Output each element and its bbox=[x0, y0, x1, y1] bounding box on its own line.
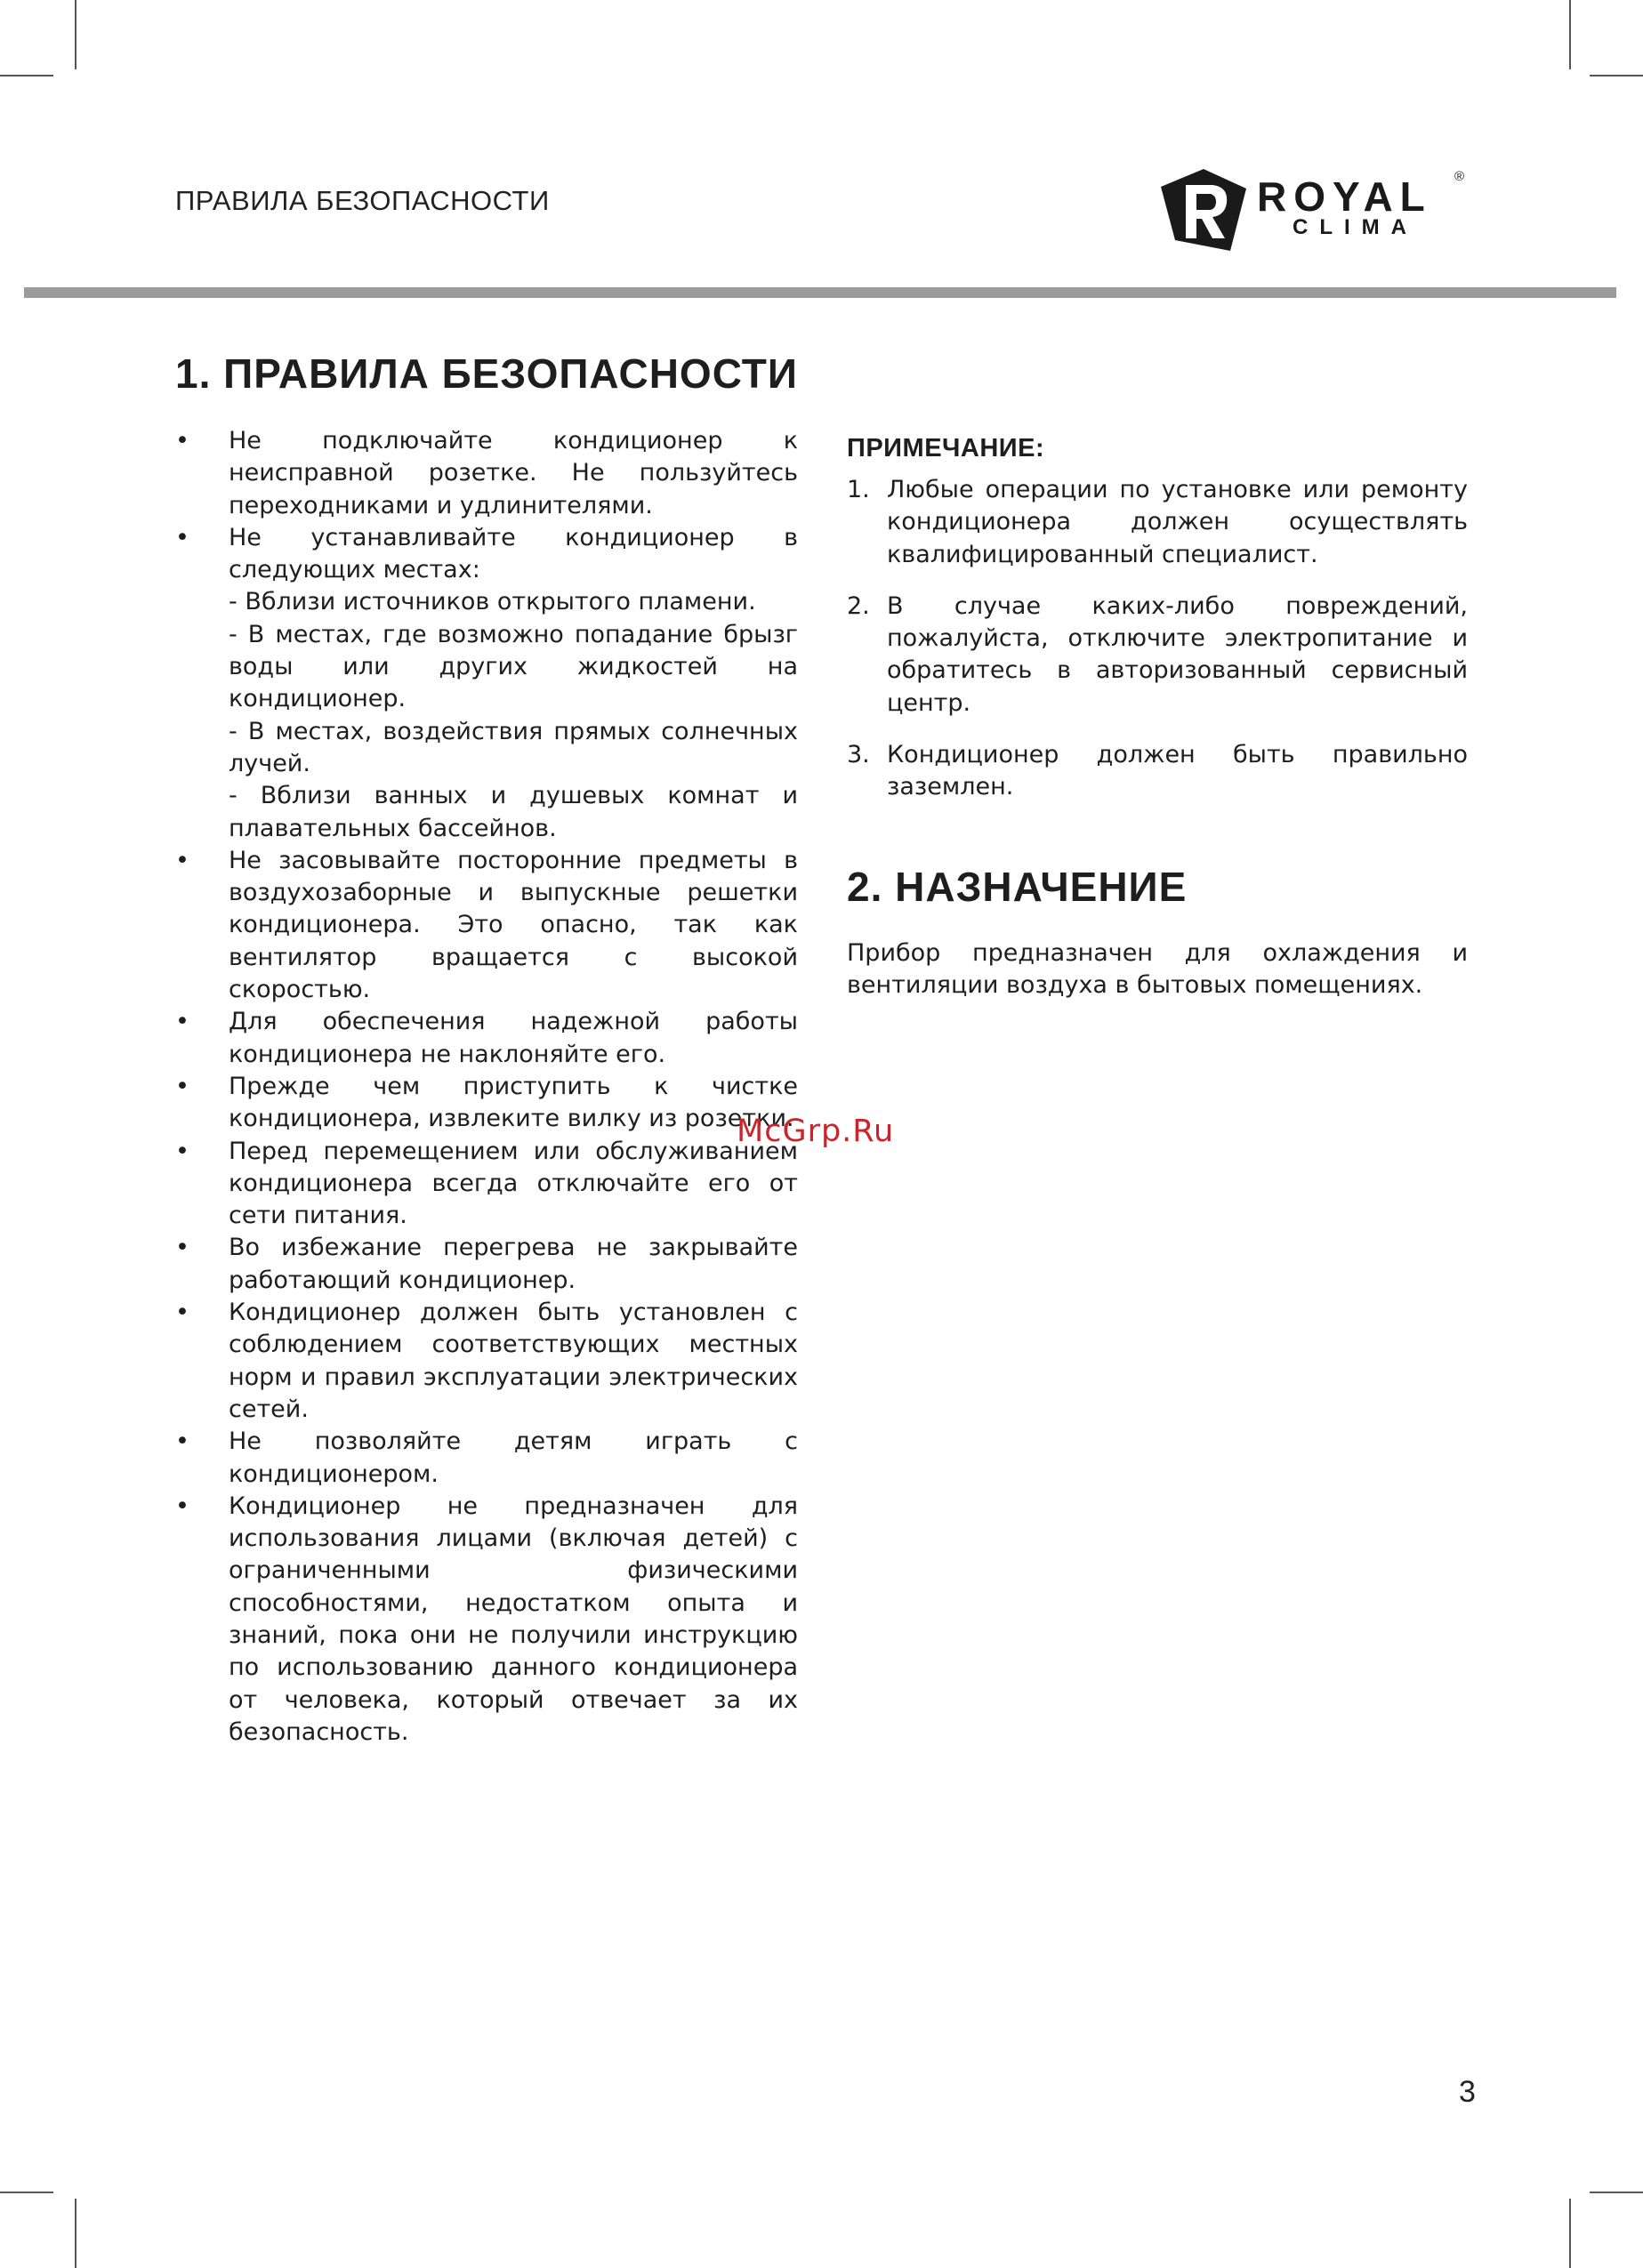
place-item: - Вблизи источников открытого пламени. bbox=[229, 588, 756, 616]
bullet-icon: • bbox=[175, 1008, 189, 1036]
list-item bbox=[175, 845, 798, 1006]
note-title: ПРИМЕЧАНИЕ: bbox=[847, 434, 1045, 462]
item-number: 3. bbox=[847, 741, 870, 769]
place-item: - Вблизи ванных и душевых комнат и плавательных бассейнов. bbox=[229, 782, 798, 842]
bullet-icon: • bbox=[175, 1072, 189, 1100]
section-title-safety: 1. ПРАВИЛА БЕЗОПАСНОСТИ bbox=[175, 350, 798, 397]
list-item-text: Кондиционер не предназначен для использования лицами (включая детей) с ограниченными физическими способностями, недостатком опыта и знаний, пока они не получили инструкцию по использованию данного кондиционера от человека, который отвечает за их безопасность. bbox=[229, 1492, 798, 1746]
list-item-text: Не позволяйте детям играть с кондиционером. bbox=[229, 1428, 798, 1488]
list-item bbox=[847, 474, 1468, 571]
header-rule bbox=[24, 287, 1616, 298]
list-item bbox=[175, 425, 798, 522]
logo-sub-text: CLIMA bbox=[1293, 215, 1418, 239]
running-header: ПРАВИЛА БЕЗОПАСНОСТИ bbox=[175, 185, 550, 216]
section-title-purpose: 2. НАЗНАЧЕНИЕ bbox=[847, 864, 1188, 910]
crop-mark bbox=[0, 75, 53, 76]
note-list bbox=[847, 474, 1468, 804]
bullet-icon: • bbox=[175, 1428, 189, 1456]
bullet-icon: • bbox=[175, 846, 189, 874]
list-item-text: Не устанавливайте кондиционер в следующих местах: bbox=[229, 523, 798, 584]
watermark: McGrp.Ru bbox=[737, 1114, 895, 1149]
logo-emblem-icon bbox=[1161, 169, 1246, 251]
safety-rules-column bbox=[175, 425, 798, 1749]
safety-rules-list bbox=[175, 425, 798, 1749]
crop-mark bbox=[75, 0, 77, 69]
bullet-icon: • bbox=[175, 1299, 189, 1327]
list-item bbox=[175, 1426, 798, 1491]
list-item-text: Не засовывайте посторонние предметы в воздухозаборные и выпускные решетки кондиционера. Это опасно, так как вентилятор вращается с высокой скоростью. bbox=[229, 846, 798, 1004]
list-item-text: Кондиционер должен быть установлен с соблюдением соответствующих местных норм и правил эксплуатации электрических сетей. bbox=[229, 1299, 798, 1423]
item-number: 2. bbox=[847, 591, 870, 620]
purpose-text: Прибор предназначен для охлаждения и вентиляции воздуха в бытовых помещениях. bbox=[847, 939, 1468, 1000]
list-item bbox=[847, 739, 1468, 804]
list-item bbox=[175, 1136, 798, 1233]
logo-brand-text: ROYAL bbox=[1257, 173, 1432, 220]
place-item: - В местах, где возможно попадание брызг воды или других жидкостей на кондиционер. bbox=[229, 620, 798, 713]
crop-mark bbox=[75, 2199, 77, 2268]
list-item-text: Прежде чем приступить к чистке кондиционера, извлеките вилку из розетки. bbox=[229, 1072, 798, 1133]
brand-logo bbox=[1161, 169, 1472, 258]
list-item-text: Кондиционер должен быть правильно заземлен. bbox=[887, 741, 1468, 801]
list-item-text: Для обеспечения надежной работы кондиционера не наклоняйте его. bbox=[229, 1008, 798, 1068]
registered-mark: ® bbox=[1454, 169, 1465, 184]
bullet-icon: • bbox=[175, 1492, 189, 1520]
bullet-icon: • bbox=[175, 523, 189, 551]
list-item-text: Перед перемещением или обслуживанием кондиционера всегда отключайте его от сети питания. bbox=[229, 1137, 798, 1230]
list-item bbox=[847, 591, 1468, 720]
crop-mark bbox=[1590, 2192, 1643, 2193]
list-item bbox=[175, 1006, 798, 1071]
list-item-text: В случае каких-либо повреждений, пожалуйста, отключите электропитание и обратитесь в авторизованный сервисный центр. bbox=[887, 591, 1468, 717]
crop-mark bbox=[0, 2192, 53, 2193]
list-item-text: Во избежание перегрева не закрывайте работающий кондиционер. bbox=[229, 1234, 798, 1294]
note-column bbox=[847, 434, 1468, 824]
page-number: 3 bbox=[1459, 2075, 1476, 2109]
list-item-text: Любые операции по установке или ремонту кондиционера должен осуществлять квалифицированный специалист. bbox=[887, 476, 1468, 568]
bullet-icon: • bbox=[175, 1137, 189, 1165]
item-number: 1. bbox=[847, 476, 870, 503]
crop-mark bbox=[1569, 2199, 1571, 2268]
crop-mark bbox=[1569, 0, 1571, 69]
list-item bbox=[175, 1071, 798, 1136]
crop-mark bbox=[1590, 75, 1643, 76]
list-item bbox=[175, 1491, 798, 1749]
bullet-icon: • bbox=[175, 1234, 189, 1262]
list-item bbox=[175, 1232, 798, 1297]
list-item bbox=[175, 522, 798, 845]
place-item: - В местах, воздействия прямых солнечных лучей. bbox=[229, 717, 798, 777]
list-item-text: Не подключайте кондиционер к неисправной розетке. Не пользуйтесь переходниками и удлинителями. bbox=[229, 427, 798, 519]
list-item bbox=[175, 1297, 798, 1426]
bullet-icon: • bbox=[175, 427, 189, 454]
